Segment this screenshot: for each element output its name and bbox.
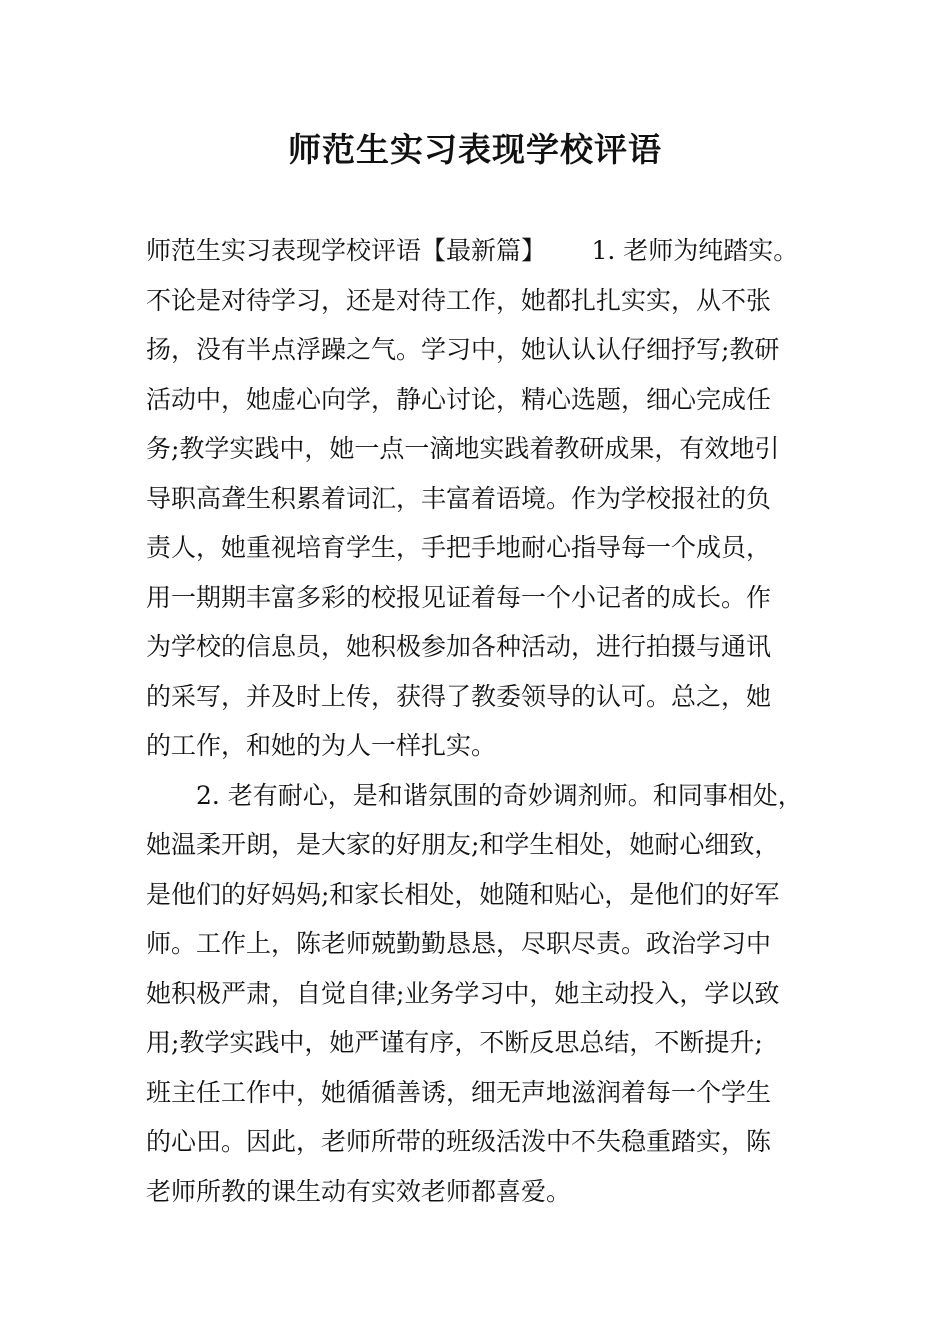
body-line: 导职高聋生积累着词汇，丰富着语境。作为学校报社的负 [146,483,772,513]
body-line: 务;教学实践中，她一点一滴地实践着教研成果，有效地引 [146,434,780,463]
body-line: 班主任工作中，她循循善诱，细无声地滋润着每一个学生 [146,1077,772,1107]
body-line: 她温柔开朗，是大家的好朋友;和学生相处，她耐心细致， [146,830,780,859]
body-line: 的采写，并及时上传，获得了教委领导的认可。总之，她 [146,681,772,711]
body-line: 为学校的信息员，她积极参加各种活动，进行拍摄与通讯 [146,632,772,661]
body-line: 的工作，和她的为人一样扎实。 [146,731,497,760]
document-title: 师范生实习表现学校评语 [288,130,662,169]
body-line: 用;教学实践中，她严谨有序，不断反思总结，不断提升; [146,1028,763,1057]
body-line: 责人，她重视培育学生，手把手地耐心指导每一个成员， [146,533,772,562]
body-line: 师。工作上，陈老师兢勤勤恳恳，尽职尽责。政治学习中 [146,929,772,958]
body-line: 不论是对待学习，还是对待工作，她都扎扎实实，从不张 [146,285,772,315]
body-line: 活动中，她虚心向学，静心讨论，精心选题，细心完成任 [146,384,772,414]
body-line: 扬，没有半点浮躁之气。学习中，她认认认仔细抒写;教研 [146,335,780,364]
body-line: 老师所教的课生动有实效老师都喜爱。 [146,1176,572,1206]
body-line: 师范生实习表现学校评语【最新篇】 1. 老师为纯踏实。 [146,236,799,265]
body-line: 她积极严肃，自觉自律;业务学习中，她主动投入，学以致 [146,978,780,1008]
body-line: 是他们的好妈妈;和家长相处，她随和贴心，是他们的好军 [146,879,780,909]
document-body [146,226,836,1216]
body-line: 的心田。因此，老师所带的班级活泼中不失稳重踏实，陈 [146,1127,772,1156]
body-line: 用一期期丰富多彩的校报见证着每一个小记者的成长。作 [146,582,772,612]
body-line: 2. 老有耐心，是和谐氛围的奇妙调剂师。和同事相处， [146,780,803,810]
